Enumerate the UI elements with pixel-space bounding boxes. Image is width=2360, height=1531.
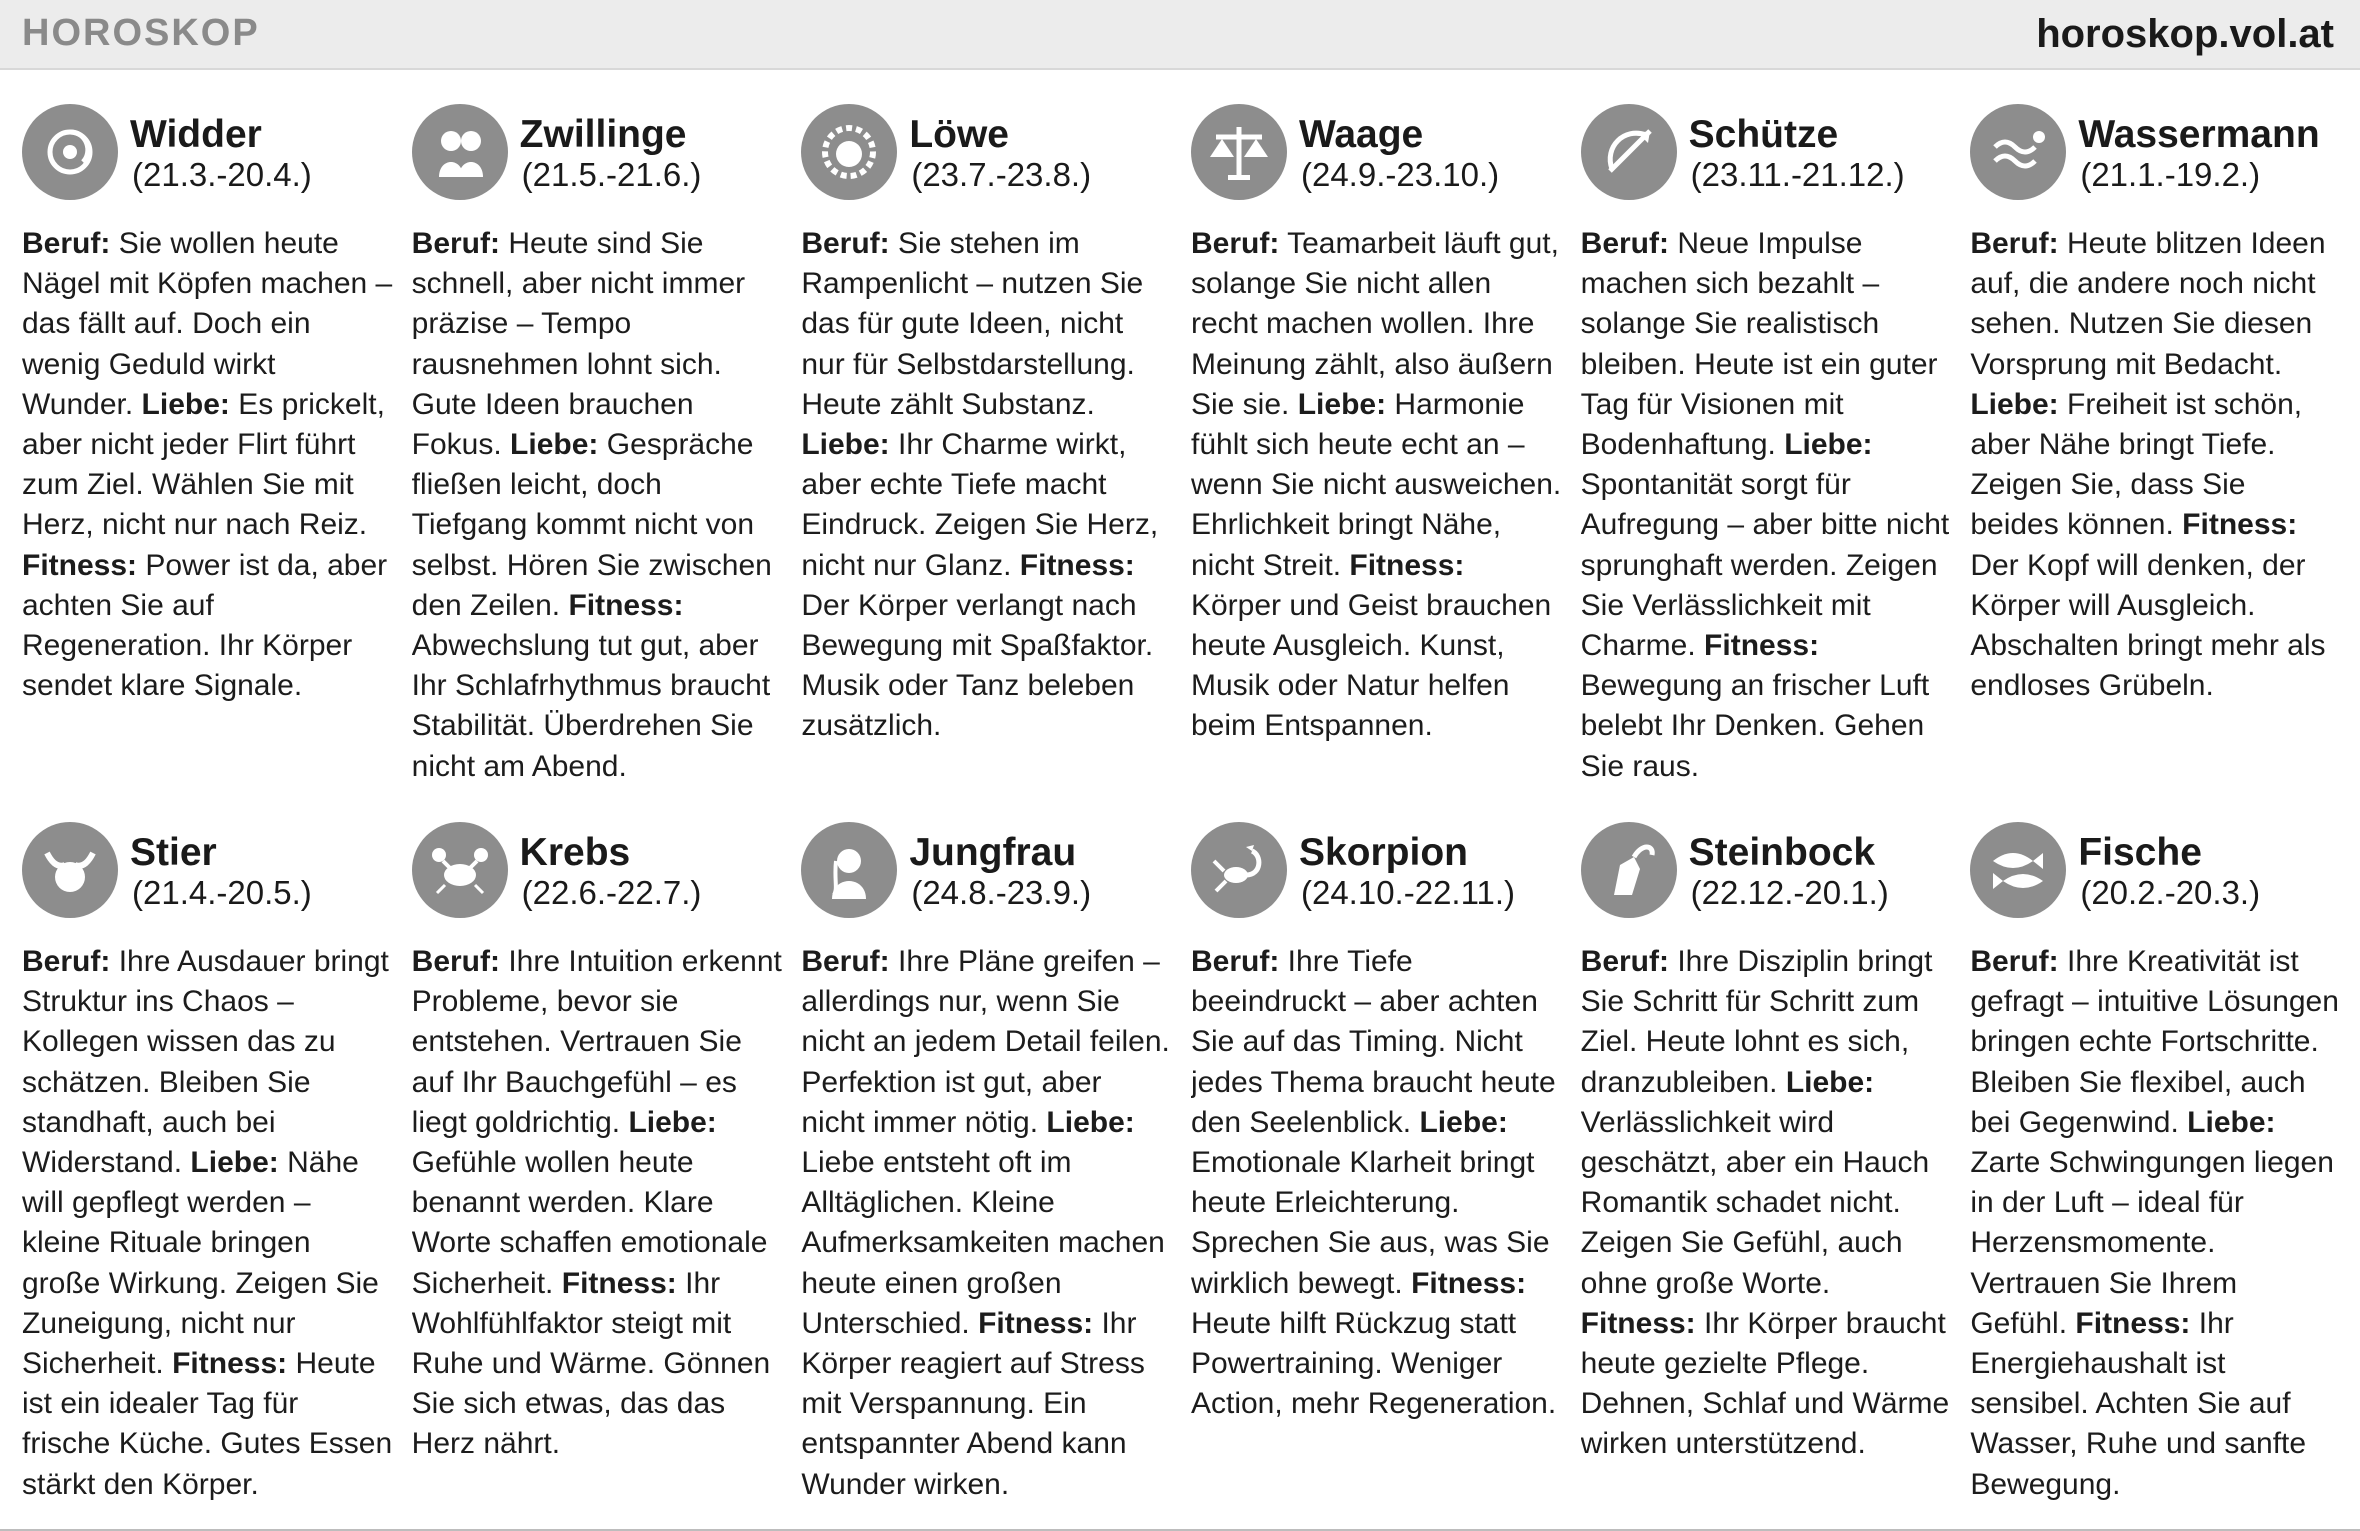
beruf-text: Heute blitzen Ideen auf, die andere noch nicht sehen. Nutzen Sie diesen Vorsprung mit Bedacht. [1970,227,2326,381]
beruf-text: Ihre Intuition erkennt Probleme, bevor sie entstehen. Vertrauen Sie auf Ihr Bauchgefühl – es liegt goldrichtig. [411,945,782,1139]
sign-card-steinbock [1581,822,1953,1512]
sign-card-jungfrau [801,822,1173,1512]
liebe-text: Gespräche fließen leicht, doch Tiefgang kommt nicht von selbst. Hören Sie zwischen den Zeilen. [411,428,772,622]
sign-header [801,104,1173,214]
lion-icon [801,104,897,200]
sign-titles [1299,104,1499,194]
liebe-text: Harmonie fühlt sich heute echt an – wenn Sie nicht ausweichen. Ehrlichkeit bringt Nähe, nicht Streit. [1190,387,1562,582]
liebe-text: Es prickelt, aber nicht jeder Flirt führt zum Ziel. Wählen Sie mit Herz, nicht nur nach Reiz. [22,387,385,542]
water-bearer-icon [1970,104,2066,200]
sign-dates: (23.11.-21.12.) [1690,156,1905,193]
fitness-text: Ihr Körper braucht heute gezielte Pflege. Dehnen, Schlaf und Wärme wirken unterstützend. [1580,1306,1950,1461]
sign-card-waage [1191,104,1563,822]
sign-card-sch-tze [1581,104,1953,822]
liebe-text: Ihr Charme wirkt, aber echte Tiefe macht Eindruck. Zeigen Sie Herz, nicht nur Glanz. [801,428,1159,582]
beruf-label: Beruf: [22,945,111,978]
sign-text [1970,224,2342,706]
sign-card-widder [22,104,394,822]
section-title: HOROSKOP [22,12,260,54]
sign-dates: (20.2.-20.3.) [2080,874,2261,911]
scorpion-icon [1191,822,1287,918]
sign-titles [2078,822,2260,912]
liebe-text: Liebe entsteht oft im Alltäglichen. Kleine Aufmerksamkeiten machen heute einen großen Unterschied. [801,1146,1165,1340]
crab-icon [412,822,508,918]
sign-text [801,224,1173,747]
fitness-label: Fitness: [2075,1306,2191,1340]
fitness-label: Fitness: [978,1306,1094,1340]
sign-text [22,942,394,1505]
bull-icon [22,822,118,918]
fitness-text: Heute hilft Rückzug statt Powertraining. Weniger Action, mehr Regeneration. [1190,1306,1557,1421]
beruf-text: Teamarbeit läuft gut, solange Sie nicht allen recht machen wollen. Ihre Meinung zählt, also äußern Sie sie. [1190,227,1559,421]
beruf-text: Ihre Kreativität ist gefragt – intuitive Lösungen bringen echte Fortschritte. Bleiben Sie flexibel, auch bei Gegenwind. [1970,945,2339,1139]
liebe-text: Zarte Schwingungen liegen in der Luft – ideal für Herzensmomente. Vertrauen Sie Ihrem Gefühl. [1970,1146,2334,1340]
fitness-label: Fitness: [568,588,684,622]
sign-name: Fische [2078,831,2202,874]
sign-card-skorpion [1191,822,1563,1512]
ram-icon [22,104,118,200]
liebe-label: Liebe: [628,1105,717,1139]
sign-name: Waage [1298,113,1424,156]
site-url[interactable]: horoskop.vol.at [2036,12,2334,56]
sign-header [1581,104,1953,214]
sign-text [801,942,1173,1505]
sign-text [1191,224,1563,747]
beruf-text: Ihre Disziplin bringt Sie Schritt für Schritt zum Ziel. Heute lohnt es sich, dranzubleiben. [1580,945,1933,1099]
beruf-text: Ihre Ausdauer bringt Struktur ins Chaos – Kollegen wissen das zu schätzen. Bleiben Sie standhaft, auch bei Widerstand. [22,945,389,1180]
sign-dates: (21.1.-19.2.) [2080,156,2261,193]
sign-header [22,104,394,214]
sign-name: Zwillinge [519,113,687,156]
fitness-label: Fitness: [1704,629,1820,663]
sign-titles [520,104,702,194]
beruf-label: Beruf: [801,945,890,978]
capricorn-icon [1581,822,1677,918]
sign-name: Steinbock [1688,831,1876,874]
sign-header [1191,822,1563,932]
fitness-text: Der Kopf will denken, der Körper will Ausgleich. Abschalten bringt mehr als endloses Grübeln. [1970,548,2326,703]
sign-header [412,104,784,214]
liebe-text: Emotionale Klarheit bringt heute Erleichterung. Sprechen Sie aus, was Sie wirklich bewegt. [1190,1146,1550,1300]
sign-name: Krebs [519,831,631,874]
sign-name: Schütze [1688,113,1839,156]
beruf-text: Sie wollen heute Nägel mit Köpfen machen – das fällt auf. Doch ein wenig Geduld wirkt Wunder. [22,227,393,421]
fitness-label: Fitness: [1580,1306,1696,1340]
sign-text [1970,942,2342,1505]
sign-card-stier [22,822,394,1512]
beruf-text: Ihre Pläne greifen – allerdings nur, wenn Sie nicht an jedem Detail feilen. Perfektion ist gut, aber nicht immer nötig. [801,945,1170,1139]
sign-name: Widder [130,113,262,156]
fish-icon [1970,822,2066,918]
liebe-text: Nähe will gepflegt werden – kleine Rituale bringen große Wirkung. Zeigen Sie Zuneigung, nicht nur Sicherheit. [22,1146,379,1381]
liebe-label: Liebe: [1970,387,2059,421]
sign-dates: (22.12.-20.1.) [1690,874,1889,911]
liebe-label: Liebe: [190,1146,279,1180]
fitness-text: Ihr Wohlfühlfaktor steigt mit Ruhe und Wärme. Gönnen Sie sich etwas, das das Herz nährt. [411,1266,771,1461]
sign-card-l-we [801,104,1173,822]
beruf-text: Sie stehen im Rampenlicht – nutzen Sie das für gute Ideen, nicht nur für Selbstdarstellung. Heute zählt Substanz. [801,227,1144,421]
sign-dates: (23.7.-23.8.) [911,156,1092,193]
sign-text [412,224,784,787]
fitness-text: Heute ist ein idealer Tag für frische Küche. Gutes Essen stärkt den Körper. [22,1347,393,1501]
sign-header [1581,822,1953,932]
liebe-label: Liebe: [1046,1105,1135,1139]
sign-dates: (22.6.-22.7.) [521,874,702,911]
liebe-label: Liebe: [1297,387,1387,421]
beruf-text: Neue Impulse machen sich bezahlt – solange Sie realistisch bleiben. Heute ist ein guter Tag für Visionen mit Bodenhaftung. [1580,227,1938,462]
sign-text [1581,224,1953,787]
beruf-label: Beruf: [1190,227,1280,260]
sign-header [801,822,1173,932]
liebe-text: Freiheit ist schön, aber Nähe bringt Tiefe. Zeigen Sie, dass Sie beides können. [1970,387,2303,542]
liebe-label: Liebe: [1785,1065,1875,1099]
sign-card-krebs [412,822,784,1512]
sign-dates: (24.9.-23.10.) [1300,156,1500,193]
fitness-text: Abwechslung tut gut, aber Ihr Schlafrhythmus braucht Stabilität. Überdrehen Sie nicht am Abend. [411,629,771,783]
sign-titles [909,104,1091,194]
twins-icon [412,104,508,200]
fitness-text: Ihr Körper reagiert auf Stress mit Verspannung. Ein entspannter Abend kann Wunder wirken. [801,1306,1145,1501]
fitness-label: Fitness: [1349,548,1465,582]
virgin-icon [801,822,897,918]
fitness-text: Ihr Energiehaushalt ist sensibel. Achten Sie auf Wasser, Ruhe und sanfte Bewegung. [1970,1306,2307,1501]
sign-name: Löwe [909,113,1009,156]
sign-text [1191,942,1563,1424]
liebe-label: Liebe: [801,428,890,462]
archer-icon [1581,104,1677,200]
sign-titles [1689,822,1889,912]
sign-header [1970,822,2342,932]
sign-dates: (21.3.-20.4.) [132,156,312,193]
sign-header [22,822,394,932]
beruf-label: Beruf: [1580,227,1669,260]
sign-name: Jungfrau [909,831,1077,874]
liebe-text: Gefühle wollen heute benannt werden. Klare Worte schaffen emotionale Sicherheit. [411,1146,768,1300]
sign-header [1191,104,1563,214]
fitness-text: Körper und Geist brauchen heute Ausgleich. Kunst, Musik oder Natur helfen beim Entspannen. [1190,588,1552,743]
sign-titles [909,822,1091,912]
sign-header [412,822,784,932]
sign-titles [1299,822,1515,912]
sign-titles [130,104,312,194]
beruf-label: Beruf: [1580,945,1669,978]
fitness-label: Fitness: [561,1266,677,1300]
sign-titles [130,822,312,912]
fitness-text: Der Körper verlangt nach Bewegung mit Spaßfaktor. Musik oder Tanz beleben zusätzlich. [801,588,1154,743]
sign-name: Stier [130,831,217,874]
horoscope-grid [22,104,2342,1512]
liebe-text: Verlässlichkeit wird geschätzt, aber ein Hauch Romantik schadet nicht. Zeigen Sie Gefühl, auch ohne große Worte. [1580,1105,1930,1300]
sign-card-wassermann [1970,104,2342,822]
sign-name: Wassermann [2078,113,2320,156]
sign-dates: (24.8.-23.9.) [911,874,1092,911]
beruf-label: Beruf: [411,945,500,978]
fitness-label: Fitness: [22,548,138,582]
beruf-label: Beruf: [411,227,500,260]
fitness-label: Fitness: [1411,1266,1527,1300]
beruf-label: Beruf: [801,227,890,260]
liebe-label: Liebe: [1419,1105,1508,1139]
sign-dates: (24.10.-22.11.) [1300,874,1516,911]
sign-dates: (21.4.-20.5.) [132,874,312,911]
sign-name: Skorpion [1298,831,1468,874]
beruf-label: Beruf: [1190,945,1280,978]
fitness-label: Fitness: [172,1347,288,1381]
beruf-label: Beruf: [1970,227,2059,260]
fitness-label: Fitness: [2182,508,2298,542]
page-header [0,0,2360,70]
liebe-label: Liebe: [510,428,599,462]
scales-icon [1191,104,1287,200]
beruf-text: Heute sind Sie schnell, aber nicht immer präzise – Tempo rausnehmen lohnt sich. Gute Ideen brauchen Fokus. [411,227,746,462]
sign-card-zwillinge [412,104,784,822]
liebe-label: Liebe: [2187,1105,2276,1139]
sign-card-fische [1970,822,2342,1512]
sign-text [1581,942,1953,1465]
fitness-label: Fitness: [1019,548,1135,582]
sign-text [412,942,784,1465]
liebe-label: Liebe: [1784,428,1873,462]
fitness-text: Bewegung an frischer Luft belebt Ihr Denken. Gehen Sie raus. [1580,669,1930,783]
sign-dates: (21.5.-21.6.) [521,156,702,193]
sign-text [22,224,394,706]
sign-titles [520,822,702,912]
sign-titles [1689,104,1905,194]
fitness-text: Power ist da, aber achten Sie auf Regeneration. Ihr Körper sendet klare Signale. [22,548,388,703]
liebe-text: Spontanität sorgt für Aufregung – aber bitte nicht sprunghaft werden. Zeigen Sie Verlässlichkeit mit Charme. [1580,468,1950,663]
liebe-label: Liebe: [141,387,230,421]
sign-titles [2078,104,2319,194]
beruf-label: Beruf: [22,227,111,260]
beruf-label: Beruf: [1970,945,2059,978]
beruf-text: Ihre Tiefe beeindruckt – aber achten Sie auf das Timing. Nicht jedes Thema braucht heute den Seelenblick. [1190,945,1556,1139]
sign-header [1970,104,2342,214]
